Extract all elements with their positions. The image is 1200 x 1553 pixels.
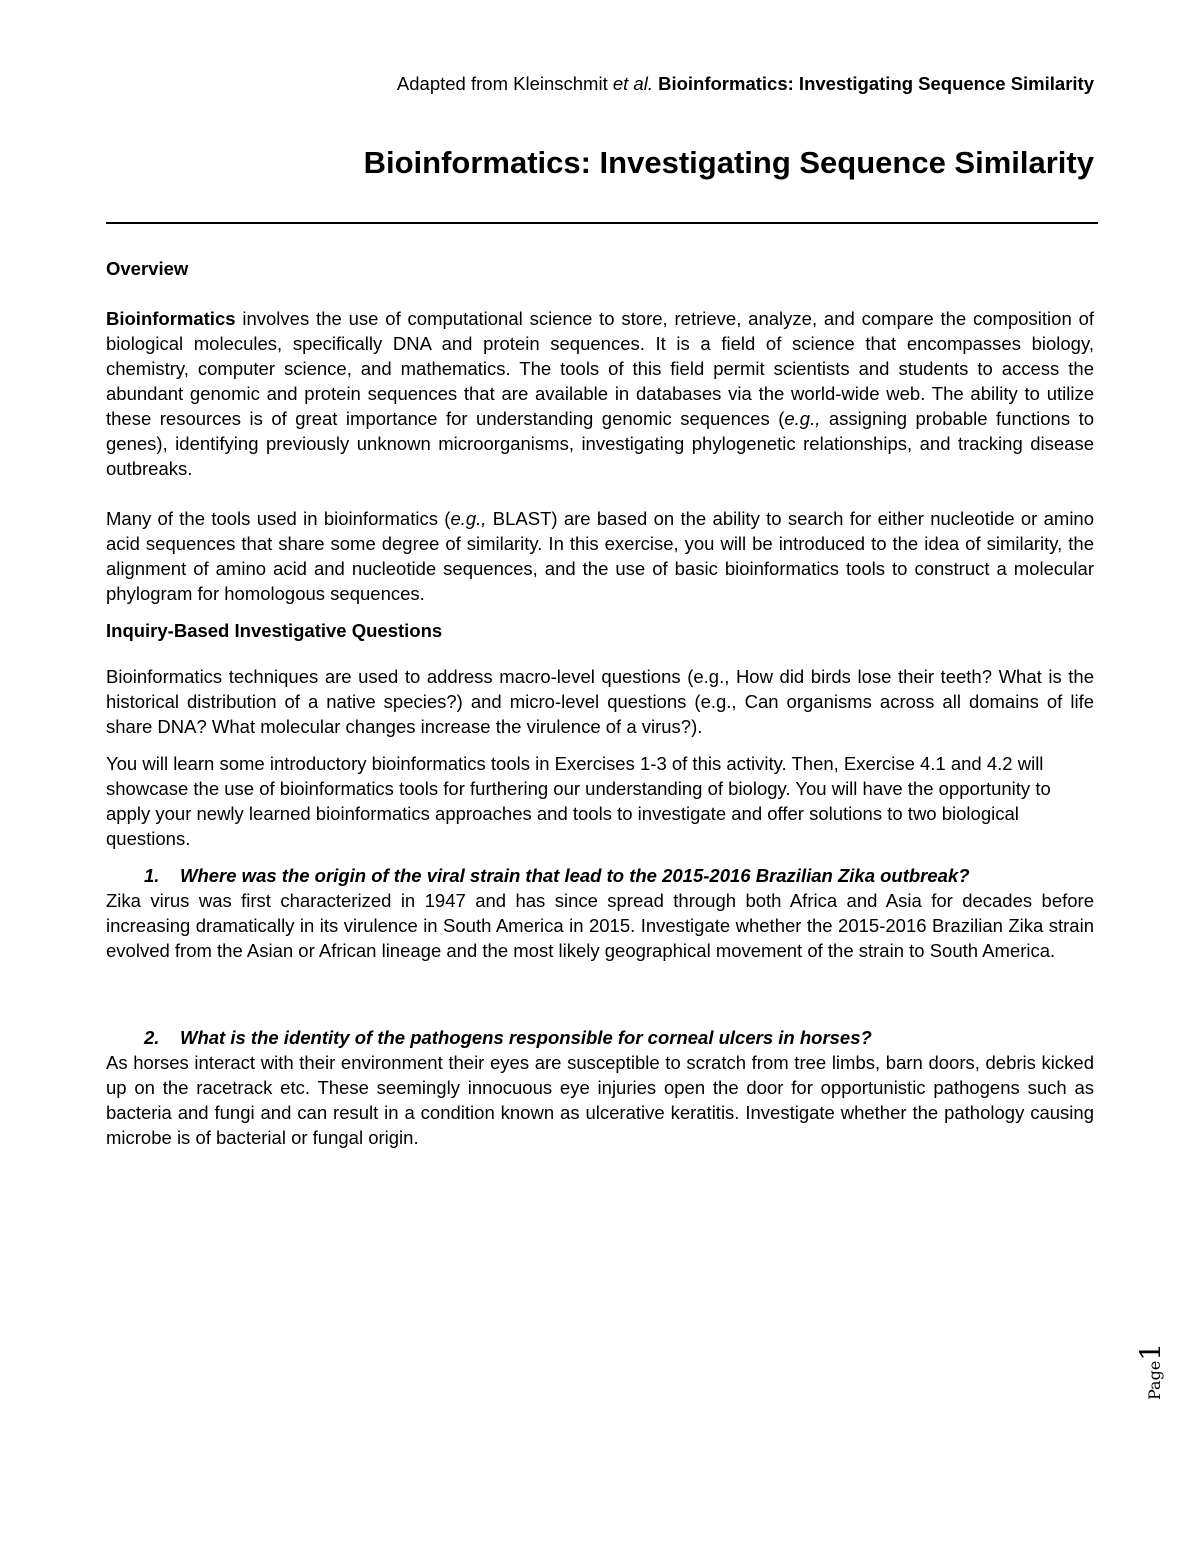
question-2-number: 2.	[144, 1027, 160, 1048]
header-etal: et al.	[612, 73, 653, 94]
page-number: 1	[1134, 1342, 1167, 1361]
question-1-text: Where was the origin of the viral strain that lead to the 2015-2016 Brazilian Zika outbreak?	[180, 865, 970, 886]
overview-p1-text-b: assigning probable functions to genes), identifying previously unknown microorganisms, investigating phylogenetic relationships, and tracking disease outbreaks.	[106, 408, 1094, 479]
overview-heading: Overview	[106, 258, 189, 279]
question-1	[106, 863, 1094, 963]
page-number-label	[1126, 1340, 1186, 1400]
document-body	[106, 256, 1094, 1150]
question-2-heading	[144, 1025, 1094, 1050]
header-bold-title: Bioinformatics: Investigating Sequence Similarity	[658, 73, 1094, 94]
header-prefix: Adapted from Kleinschmit	[396, 73, 613, 94]
inquiry-paragraph-1: Bioinformatics techniques are used to address macro-level questions (e.g., How did birds lose their teeth? What is the historical distribution of a native species?) and micro-level questions (e.g., Can organisms across all domains of life share DNA? What molecular changes increase the virulence of a virus?).	[106, 666, 1094, 737]
question-2	[106, 1025, 1094, 1150]
page-word: Page	[1145, 1360, 1164, 1400]
overview-p1-eg: e.g.,	[784, 408, 821, 429]
question-2-text: What is the identity of the pathogens responsible for corneal ulcers in horses?	[180, 1027, 872, 1048]
overview-p2-eg: e.g.,	[450, 508, 487, 529]
overview-paragraph-1	[106, 306, 1094, 481]
inquiry-paragraph-2: You will learn some introductory bioinformatics tools in Exercises 1-3 of this activity. Then, Exercise 4.1 and 4.2 will showcase the use of bioinformatics tools for furthering our understanding of biology. You will have the opportunity to apply your newly learned bioinformatics approaches and tools to investigate and offer solutions to two biological questions.	[106, 753, 1051, 849]
title-divider	[106, 222, 1098, 224]
overview-p2-text-b: BLAST) are based on the ability to search for either nucleotide or amino acid sequences that share some degree of similarity. In this exercise, you will be introduced to the idea of similarity, the alignment of amino acid and nucleotide sequences, and the use of basic bioinformatics tools to construct a molecular phylogram for homologous sequences.	[106, 508, 1095, 604]
question-1-number: 1.	[144, 865, 160, 886]
overview-paragraph-2	[106, 506, 1094, 606]
overview-p2-text-a: Many of the tools used in bioinformatics (	[106, 508, 451, 529]
question-2-body: As horses interact with their environment their eyes are susceptible to scratch from tree limbs, barn doors, debris kicked up on the racetrack etc. These seemingly innocuous eye injuries open the door for opportunistic pathogens such as bacteria and fungi and can result in a condition known as ulcerative keratitis. Investigate whether the pathology causing microbe is of bacterial or fungal origin.	[106, 1052, 1094, 1148]
question-1-heading	[144, 863, 1094, 888]
running-header	[106, 72, 1094, 96]
bioinformatics-term: Bioinformatics	[106, 308, 236, 329]
document-title: Bioinformatics: Investigating Sequence Similarity	[363, 145, 1094, 180]
question-1-body: Zika virus was first characterized in 1947 and has since spread through both Africa and Asia for decades before increasing dramatically in its virulence in South America in 2015. Investigate whether the 2015-2016 Brazilian Zika strain evolved from the Asian or African lineage and the most likely geographical movement of the strain to South America.	[106, 890, 1094, 961]
inquiry-heading: Inquiry-Based Investigative Questions	[106, 620, 443, 641]
overview-p1-text-a: involves the use of computational science to store, retrieve, analyze, and compare the composition of biological molecules, specifically DNA and protein sequences. It is a field of science that encompasses biology, chemistry, computer science, and mathematics. The tools of this field permit scientists and students to access the abundant genomic and protein sequences that are available in databases via the world-wide web. The ability to utilize these resources is of great importance for understanding genomic sequences (	[106, 308, 1094, 429]
